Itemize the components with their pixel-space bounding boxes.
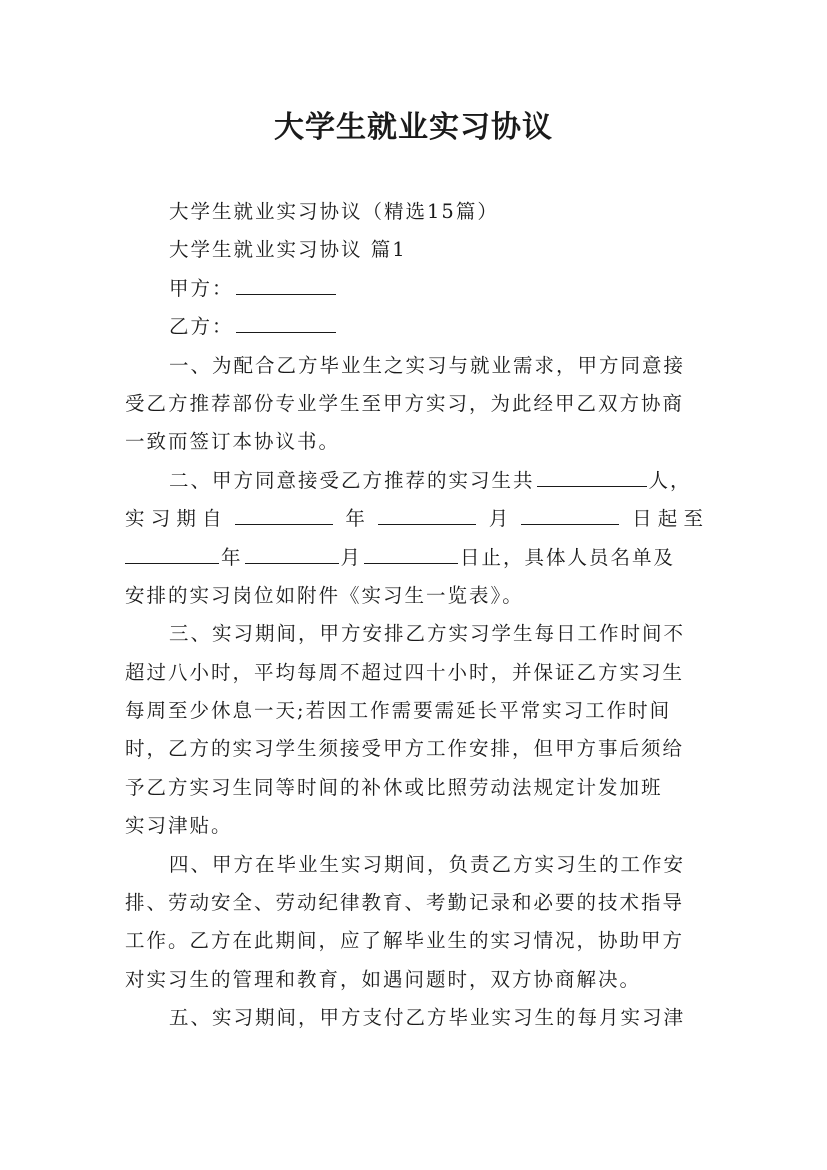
- end-day-blank: [364, 541, 458, 564]
- year-label: 年: [345, 507, 365, 531]
- start-year-blank: [235, 502, 333, 525]
- clause-2-line-2: [125, 500, 703, 538]
- clause-2-text-b: 人，: [648, 468, 692, 492]
- clause-2-line-3: [125, 539, 703, 577]
- clause-3-line-6: 实习津贴。: [125, 814, 233, 838]
- party-a-line: [125, 270, 703, 308]
- day-to-label: 日 起 至: [632, 507, 703, 531]
- end-month-label: 月: [340, 545, 363, 569]
- clause-4-line-2: 排、劳动安全、劳动纪律教育、考勤记录和必要的技术指导: [125, 891, 685, 915]
- clause-5-line-1: 五、实习期间，甲方支付乙方毕业实习生的每月实习津: [169, 1006, 686, 1030]
- clause-1-line-2: 受乙方推荐部份专业学生至甲方实习，为此经甲乙双方协商: [125, 391, 685, 415]
- clause-2-text-a: 二、甲方同意接受乙方推荐的实习生共: [169, 468, 535, 492]
- clause-4-line-3: 工作。乙方在此期间，应了解毕业生的实习情况，协助甲方: [125, 929, 685, 953]
- clause-2-line-4: 安排的实习岗位如附件《实习生一览表》。: [125, 583, 524, 607]
- party-b-line: [125, 308, 703, 346]
- period-from-label: 实 习 期 自: [125, 507, 222, 531]
- clause-3-line-4: 时，乙方的实习学生须接受甲方工作安排，但甲方事后须给: [125, 737, 685, 761]
- start-day-blank: [521, 502, 619, 525]
- clause-3-line-3: 每周至少休息一天;若因工作需要需延长平常实习工作时间: [125, 699, 672, 723]
- clause-2-text-c: 日止，具体人员名单及: [460, 545, 676, 569]
- clause-2-line-1: [125, 462, 703, 500]
- clause-1-line-3: 一致而签订本协议书。: [125, 430, 341, 454]
- intern-count-blank: [537, 464, 647, 487]
- end-year-label: 年: [221, 545, 243, 569]
- clause-3-line-5: 予乙方实习生同等时间的补休或比照劳动法规定计发加班: [125, 775, 663, 799]
- clause-4-line-1: 四、甲方在毕业生实习期间，负责乙方实习生的工作安: [169, 852, 686, 876]
- clause-1-line-1: 一、为配合乙方毕业生之实习与就业需求，甲方同意接: [169, 353, 686, 377]
- document-title: 大学生就业实习协议: [274, 110, 553, 145]
- month-label: 月: [488, 507, 509, 531]
- party-a-label: 甲方：: [169, 276, 234, 300]
- subtitle-line: 大学生就业实习协议（精选15篇）: [169, 200, 499, 223]
- clause-3-line-2: 超过八小时，平均每周不超过四十小时，并保证乙方实习生: [125, 660, 685, 684]
- end-month-blank: [245, 541, 339, 564]
- section-heading: 大学生就业实习协议 篇1: [169, 238, 407, 262]
- clause-4-line-4: 对实习生的管理和教育，如遇问题时，双方协商解决。: [125, 967, 642, 991]
- party-b-label: 乙方：: [169, 315, 234, 339]
- document-body: [125, 193, 703, 1038]
- end-year-blank: [125, 541, 219, 564]
- start-month-blank: [378, 502, 476, 525]
- clause-3-line-1: 三、实习期间，甲方安排乙方实习学生每日工作时间不: [169, 622, 686, 646]
- party-b-blank: [236, 310, 336, 333]
- party-a-blank: [236, 272, 336, 295]
